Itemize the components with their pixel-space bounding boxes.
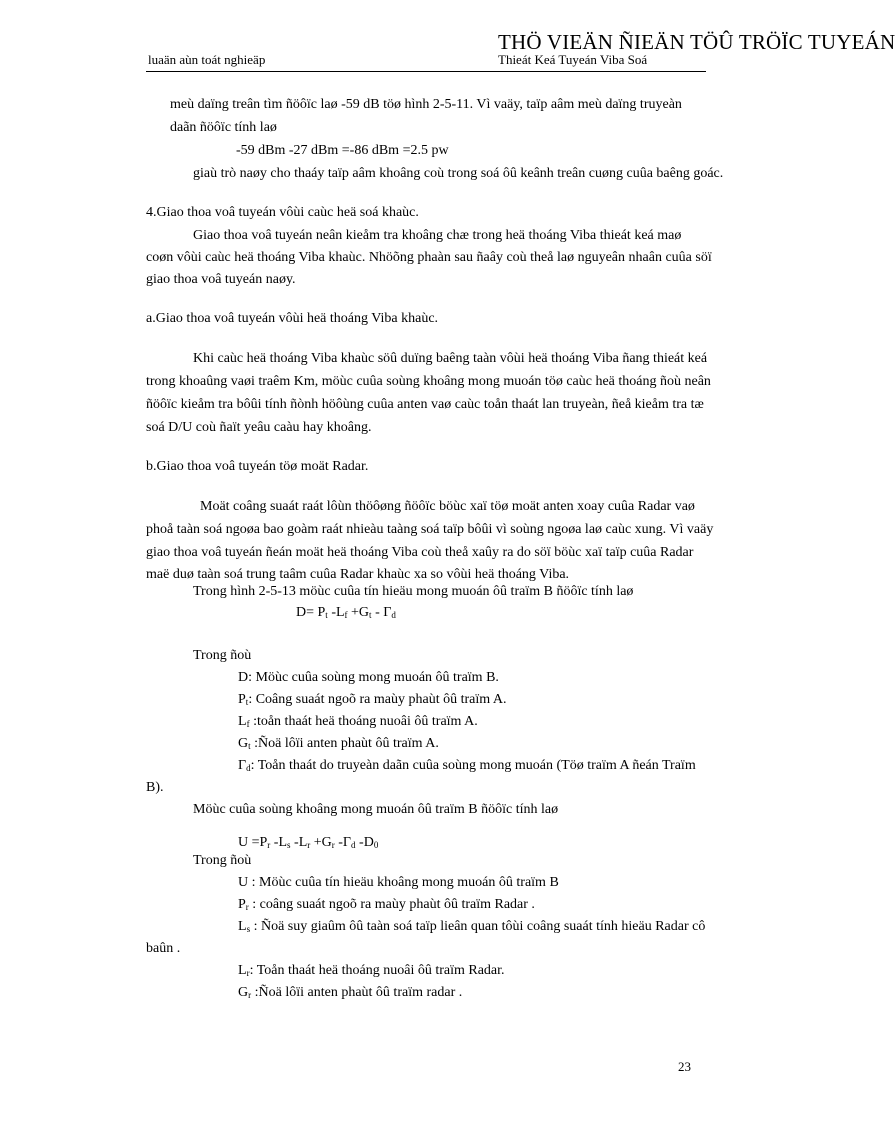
label-trong-do: Trong ñoù: [193, 648, 252, 663]
definition-line: $P_r$ : coâng suaát ngoõ ra maùy phaùt ôû traïm Radar .: [238, 897, 535, 912]
definition-line: $P_t$: Coâng suaát ngoõ ra maùy phaùt ôû traïm A.: [238, 692, 507, 707]
definition-line: U : Möùc cuûa tín hieäu khoâng mong muoán ôû traïm B: [238, 875, 559, 890]
paragraph-line: soá D/U coù ñaït yeâu caàu hay khoâng.: [146, 420, 372, 435]
definition-text: : Toån thaát do truyeàn daãn cuûa soùng mong muoán (Töø traïm A ñeán Traïm: [250, 758, 696, 773]
definition-text: : Ñoä suy giaûm ôû taàn soá taïp lieân quan tôùi coâng suaát tính hieäu Radar cô: [250, 919, 706, 934]
definition-text: :toån thaát heä thoáng nuoâi ôû traïm A.: [249, 714, 478, 729]
paragraph-line: giao thoa voâ tuyeán naøy.: [146, 272, 296, 287]
paragraph-line: ñöôïc kieåm tra bôûi tính ñònh höôùng cuûa anten vaø caùc toån thaát lan truyeàn, ñeå kieåm tra tæ: [146, 397, 704, 412]
label-trong-do: Trong ñoù: [193, 853, 252, 868]
definition-line: $G_t$ :Ñoä lôïi anten phaùt ôû traïm A.: [238, 736, 439, 751]
definition-continuation: B).: [146, 780, 164, 795]
definition-line: $L_s$ : Ñoä suy giaûm ôû taàn soá taïp lieân quan tôùi coâng suaát tính hieäu Radar cô: [238, 919, 706, 934]
subsection-heading: b.Giao thoa voâ tuyeán töø moät Radar.: [146, 459, 369, 474]
header-right: Thieát Keá Tuyeán Viba Soá: [498, 52, 648, 67]
paragraph-line: maë duø taàn soá trung taâm cuûa Radar khaùc xa so vôùi heä thoáng Viba.: [146, 567, 570, 582]
paragraph-line: Trong hình 2-5-13 möùc cuûa tín hieäu mong muoán ôû traïm B ñöôïc tính laø: [193, 584, 634, 599]
paragraph-line: giao thoa voâ tuyeán ñeán moät heä thoáng Viba coù theå xaûy ra do söï böùc xaï taïp cuûa Radar: [146, 545, 694, 560]
paragraph-line: Möùc cuûa soùng khoâng mong muoán ôû traïm B ñöôïc tính laø: [193, 802, 559, 817]
section-heading: 4.Giao thoa voâ tuyeán vôùi caùc heä soá khaùc.: [146, 205, 419, 220]
definition-text: : Toån thaát heä thoáng nuoâi ôû traïm Radar.: [249, 963, 505, 978]
paragraph-line: Khi caùc heä thoáng Viba khaùc söû duïng baêng taàn vôùi heä thoáng Viba ñang thieát keá: [193, 351, 708, 366]
definition-text: : Coâng suaát ngoõ ra maùy phaùt ôû traïm A.: [248, 692, 507, 707]
paragraph-line: Moät coâng suaát raát lôùn thöôøng ñöôïc böùc xaï töø moät anten xoay cuûa Radar vaø: [200, 499, 695, 514]
watermark-title: THÖ VIEÄN ÑIEÄN TÖÛ TRÖÏC TUYEÁN: [498, 30, 895, 54]
formula-u: $U =P_r$ $-L_s$ $-L_r +G_r$ $-\Gamma_d$ $-D_0$: [238, 835, 379, 850]
formula: -59 dBm -27 dBm =-86 dBm =2.5 pw: [236, 143, 449, 158]
header-left: luaän aùn toát nghieäp: [148, 52, 266, 67]
header-rule: [146, 71, 706, 72]
definition-text: : coâng suaát ngoõ ra maùy phaùt ôû traïm Radar .: [248, 897, 535, 912]
paragraph-line: daãn ñöôïc tính laø: [170, 120, 277, 135]
paragraph-line: phoå taàn soá ngoøa bao goàm raát nhieàu taàng soá taïp bôûi vì soùng ngoøa laø caùc xung. Vì vaäy: [146, 522, 714, 537]
definition-line: $L_r$: Toån thaát heä thoáng nuoâi ôû traïm Radar.: [238, 963, 505, 978]
page-number: 23: [678, 1059, 691, 1074]
definition-text: :Ñoä lôïi anten phaùt ôû traïm radar .: [251, 985, 463, 1000]
paragraph-line: meù daïng treân tìm ñöôïc laø -59 dB töø hình 2-5-11. Vì vaäy, taïp aâm meù daïng truyeàn: [170, 97, 682, 112]
paragraph-line: coøn vôùi caùc heä thoáng Viba khaùc. Nhöõng phaàn sau ñaây coù theå laø nguyeân nhaân cuûa söï: [146, 250, 712, 265]
definition-line: $L_f$ :toån thaát heä thoáng nuoâi ôû traïm A.: [238, 714, 478, 729]
definition-line: D: Möùc cuûa soùng mong muoán ôû traïm B.: [238, 670, 499, 685]
subsection-heading: a.Giao thoa voâ tuyeán vôùi heä thoáng Viba khaùc.: [146, 311, 439, 326]
paragraph-line: giaù trò naøy cho thaáy taïp aâm khoâng coù trong soá ôû keânh treân cuøng cuûa baêng goác.: [193, 166, 724, 181]
definition-continuation: baûn .: [146, 941, 181, 956]
paragraph-line: Giao thoa voâ tuyeán neân kieåm tra khoâng chæ trong heä thoáng Viba thieát keá maø: [193, 228, 682, 243]
definition-line: $G_r$ :Ñoä lôïi anten phaùt ôû traïm radar .: [238, 985, 463, 1000]
definition-line: $\Gamma_d$: Toån thaát do truyeàn daãn cuûa soùng mong muoán (Töø traïm A ñeán Traïm: [238, 758, 696, 773]
formula-d: $D= P_t$ $-L_f +G_t - \Gamma_d$: [296, 605, 396, 620]
definition-text: :Ñoä lôïi anten phaùt ôû traïm A.: [250, 736, 439, 751]
paragraph-line: trong khoaûng vaøi traêm Km, möùc cuûa soùng khoâng mong muoán töø caùc heä thoáng ñoù neân: [146, 374, 711, 389]
